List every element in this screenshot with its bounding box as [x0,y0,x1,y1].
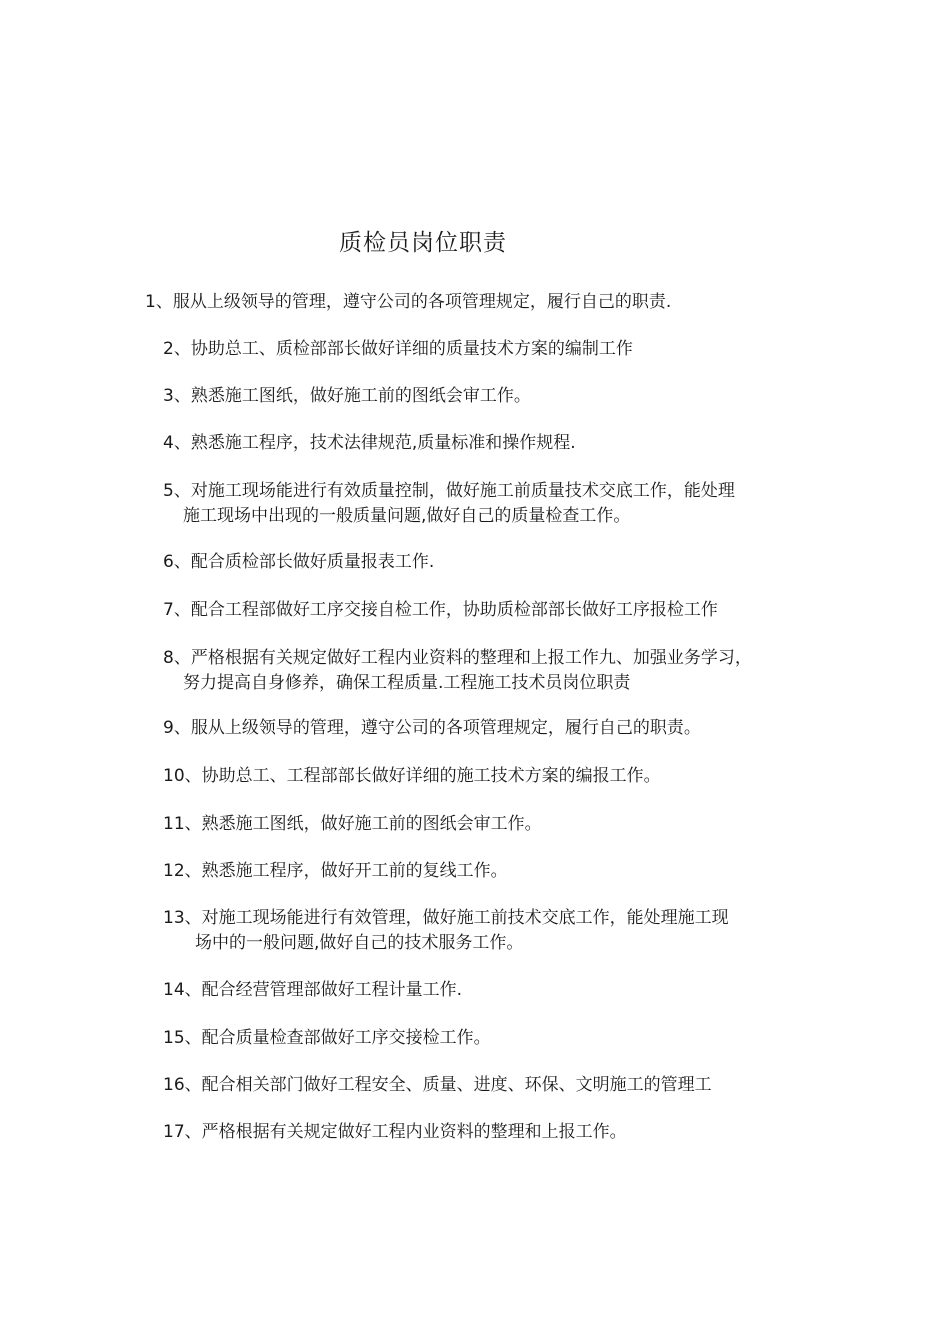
duty-item-text-continued: 施工现场中出现的一般质量问题,做好自己的质量检查工作。 [183,506,631,526]
duty-item-10 [163,764,661,789]
duty-item-2 [163,337,633,362]
duty-item-12 [163,859,508,884]
duty-item-text: 8、严格根据有关规定做好工程内业资料的整理和上报工作九、加强业务学习， [163,648,752,668]
duty-item-9 [163,716,701,741]
duty-item-5 [163,479,735,529]
duty-item-6 [163,550,434,575]
duty-item-text: 12、熟悉施工程序，做好开工前的复线工作。 [163,861,508,881]
duty-item-8 [163,646,752,696]
duty-item-13 [163,906,729,956]
duty-item-text: 7、配合工程部做好工序交接自检工作，协助质检部部长做好工序报检工作 [163,600,718,620]
duty-item-text: 16、配合相关部门做好工程安全、质量、进度、环保、文明施工的管理工 [163,1075,712,1095]
duty-item-15 [163,1026,491,1051]
duty-item-text: 6、配合质检部长做好质量报表工作. [163,552,435,572]
duty-item-4 [163,431,576,456]
duty-item-text: 1、服从上级领导的管理，遵守公司的各项管理规定，履行自己的职责. [145,292,672,312]
duty-item-text: 11、熟悉施工图纸，做好施工前的图纸会审工作。 [163,814,542,834]
duty-item-text: 3、熟悉施工图纸，做好施工前的图纸会审工作。 [163,386,531,406]
duty-item-14 [163,978,462,1003]
duty-item-17 [163,1120,627,1145]
duty-item-text: 15、配合质量检查部做好工序交接检工作。 [163,1028,491,1048]
duty-item-text: 5、对施工现场能进行有效质量控制，做好施工前质量技术交底工作，能处理 [163,481,735,501]
duty-item-text: 17、严格根据有关规定做好工程内业资料的整理和上报工作。 [163,1122,627,1142]
duty-item-text: 13、对施工现场能进行有效管理，做好施工前技术交底工作，能处理施工现 [163,908,729,928]
duty-item-text: 2、协助总工、质检部部长做好详细的质量技术方案的编制工作 [163,339,633,359]
duty-item-text: 14、配合经营管理部做好工程计量工作. [163,980,463,1000]
duty-item-text: 10、协助总工、工程部部长做好详细的施工技术方案的编报工作。 [163,766,661,786]
duty-item-7 [163,598,718,623]
duty-item-11 [163,812,542,837]
document-title: 质检员岗位职责 [339,230,507,256]
duty-item-text-continued: 努力提高自身修养，确保工程质量.工程施工技术员岗位职责 [183,673,631,693]
duty-item-text: 4、熟悉施工程序，技术法律规范,质量标准和操作规程. [163,433,576,453]
duty-item-16 [163,1073,712,1098]
duty-item-text: 9、服从上级领导的管理，遵守公司的各项管理规定，履行自己的职责。 [163,718,701,738]
duty-item-text-continued: 场中的一般问题,做好自己的技术服务工作。 [195,933,524,953]
duty-item-3 [163,384,531,409]
duty-item-1 [145,290,671,315]
